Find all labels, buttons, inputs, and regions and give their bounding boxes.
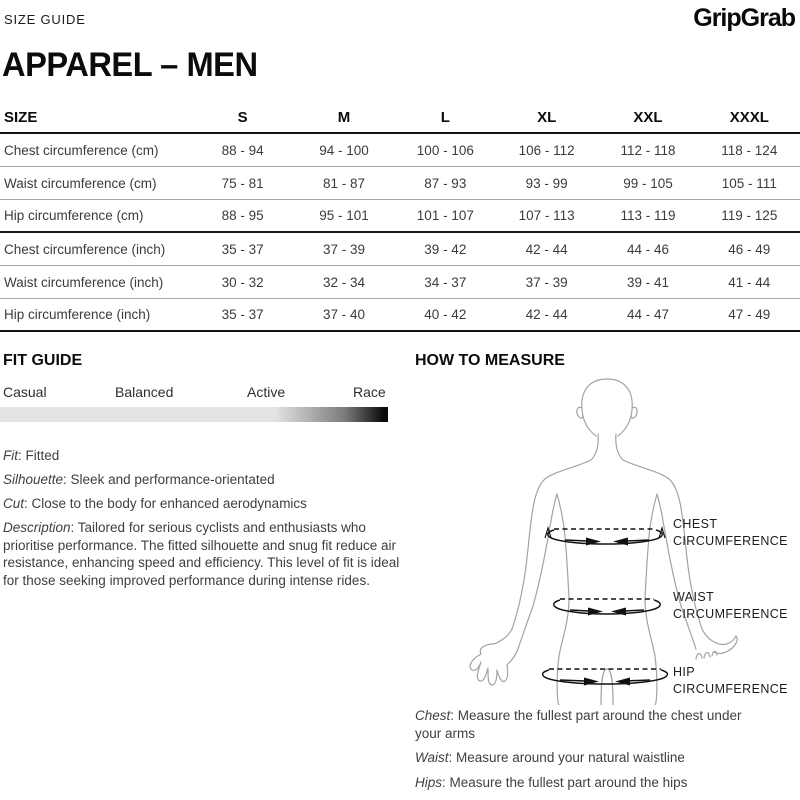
- fit-item: [3, 495, 403, 513]
- cell: 41 - 44: [728, 274, 771, 290]
- note-term: Waist: [415, 750, 449, 766]
- cell: 107 - 113: [518, 208, 575, 223]
- column-header-xxl: XXL: [633, 108, 663, 126]
- column-header-m: M: [337, 108, 351, 126]
- note-text: : Measure the fullest part around the hips: [442, 774, 688, 790]
- cell: 95 - 101: [319, 208, 369, 223]
- table-row: [0, 233, 800, 266]
- cell: 42 - 44: [525, 241, 568, 257]
- column-header-xxxl: XXXL: [729, 108, 769, 126]
- page-title: APPAREL – MEN: [2, 46, 258, 84]
- fit-term: Cut: [3, 496, 25, 512]
- cell: 112 - 118: [620, 142, 676, 158]
- row-label: Waist circumference (cm): [4, 175, 157, 191]
- fit-guide-heading: FIT GUIDE: [3, 352, 83, 369]
- fit-item: [3, 471, 403, 489]
- note-term: Hips: [415, 774, 443, 790]
- chest-measure-ring: [545, 528, 665, 546]
- row-label: Hip circumference (cm): [4, 208, 144, 223]
- scale-label-balanced: Balanced: [115, 384, 174, 400]
- cell: 35 - 37: [221, 241, 264, 257]
- hip-circumference-label: HIP: [673, 665, 696, 679]
- cell: 119 - 125: [721, 208, 778, 223]
- cell: 34 - 37: [424, 274, 467, 290]
- fit-item: [3, 519, 403, 589]
- fit-term: Silhouette: [3, 472, 64, 488]
- cell: 118 - 124: [721, 142, 778, 158]
- how-to-measure-heading: HOW TO MEASURE: [415, 352, 565, 369]
- cell: 39 - 42: [424, 241, 467, 257]
- cell: 105 - 111: [721, 175, 777, 191]
- row-label: Chest circumference (inch): [4, 241, 166, 257]
- cell: 44 - 47: [626, 307, 669, 322]
- cell: 40 - 42: [424, 307, 467, 322]
- cell: 88 - 95: [221, 208, 264, 223]
- size-column-header: SIZE: [4, 108, 38, 126]
- waist-measure-ring: [554, 599, 660, 616]
- row-label: Waist circumference (inch): [4, 274, 164, 290]
- cell: 106 - 112: [518, 142, 575, 158]
- fit-term: Description: [3, 520, 71, 536]
- measure-note: [415, 774, 767, 792]
- page-eyebrow: SIZE GUIDE: [4, 12, 86, 27]
- fit-value: : Sleek and performance-orientated: [63, 472, 275, 488]
- cell: 37 - 40: [322, 307, 365, 322]
- cell: 88 - 94: [221, 142, 264, 158]
- measure-note: [415, 749, 767, 767]
- fit-value: : Tailored for serious cyclists and enthusiasts who prioritise performance. The fitted silhouette and snug fit reduce air resistance, enhancing speed and efficiency. This level of fit is ideal for those seeking improved performance during intense rides.: [3, 520, 400, 589]
- waist-circumference-label-line2: CIRCUMFERENCE: [673, 607, 788, 621]
- table-row: [0, 299, 800, 332]
- table-row: [0, 134, 800, 167]
- cell: 42 - 44: [525, 307, 568, 322]
- fit-value: : Close to the body for enhanced aerodynamics: [24, 496, 307, 512]
- cell: 81 - 87: [322, 175, 365, 191]
- column-header-xl: XL: [537, 108, 557, 126]
- table-row: [0, 200, 800, 233]
- cell: 30 - 32: [221, 274, 264, 290]
- size-table: [0, 102, 800, 332]
- note-text: : Measure the fullest part around the chest under your arms: [415, 708, 742, 741]
- cell: 87 - 93: [424, 175, 467, 191]
- chest-circumference-label: CHEST: [673, 517, 718, 531]
- cell: 47 - 49: [728, 307, 771, 322]
- cell: 35 - 37: [221, 307, 264, 322]
- cell: 113 - 119: [620, 208, 676, 223]
- hip-measure-ring: [543, 669, 668, 686]
- column-header-s: S: [237, 108, 248, 126]
- cell: 37 - 39: [322, 241, 365, 257]
- table-row: [0, 167, 800, 200]
- cell: 101 - 107: [416, 208, 474, 223]
- fit-item: [3, 447, 403, 465]
- scale-label-casual: Casual: [3, 384, 47, 400]
- cell: 99 - 105: [623, 175, 673, 191]
- cell: 94 - 100: [319, 142, 369, 158]
- cell: 100 - 106: [416, 142, 474, 158]
- note-term: Chest: [415, 708, 451, 723]
- gripgrab-logo: GripGrab: [693, 4, 795, 32]
- waist-circumference-label: WAIST: [673, 590, 715, 604]
- cell: 93 - 99: [525, 175, 568, 191]
- chest-circumference-label-line2: CIRCUMFERENCE: [673, 534, 788, 548]
- scale-label-race: Race: [353, 384, 386, 400]
- body-measurement-diagram: [415, 372, 800, 705]
- fit-gradient-bar: [0, 407, 388, 422]
- table-header-row: [0, 102, 800, 134]
- scale-label-active: Active: [247, 384, 286, 400]
- measure-notes: [415, 707, 767, 798]
- column-header-l: L: [440, 108, 450, 126]
- measure-note: [415, 707, 767, 742]
- row-label: Hip circumference (inch): [4, 307, 151, 322]
- row-label: Chest circumference (cm): [4, 142, 159, 158]
- fit-value: : Fitted: [18, 448, 60, 463]
- cell: 44 - 46: [626, 241, 669, 257]
- cell: 32 - 34: [322, 274, 365, 290]
- cell: 37 - 39: [525, 274, 568, 290]
- table-row: [0, 266, 800, 299]
- cell: 46 - 49: [728, 241, 771, 257]
- note-text: : Measure around your natural waistline: [448, 750, 685, 766]
- cell: 75 - 81: [221, 175, 264, 191]
- fit-description-block: [3, 447, 403, 596]
- hip-circumference-label-line2: CIRCUMFERENCE: [673, 682, 788, 696]
- fit-term: Fit: [3, 448, 18, 463]
- cell: 39 - 41: [626, 274, 669, 290]
